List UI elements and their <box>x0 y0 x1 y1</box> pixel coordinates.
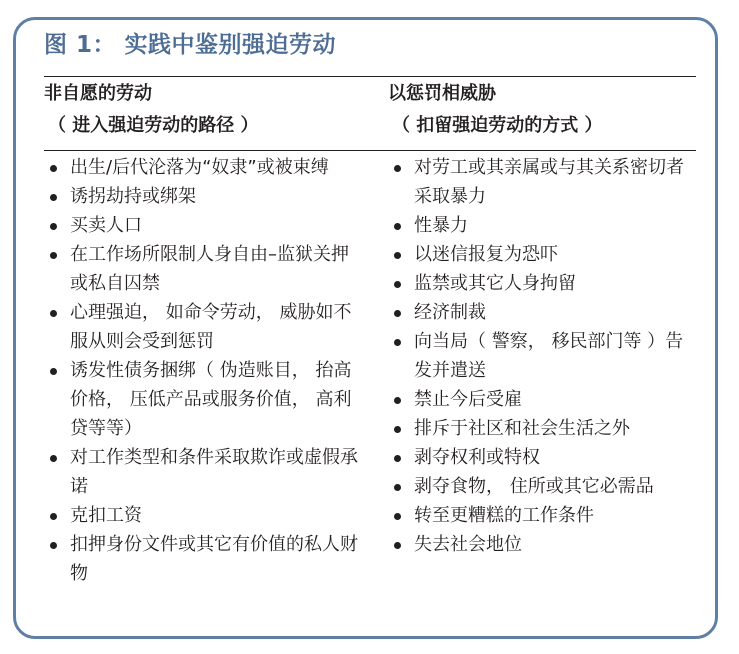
bullet-icon <box>394 339 401 346</box>
list-item <box>44 182 364 211</box>
list-item <box>388 153 688 211</box>
bullet-icon <box>50 513 57 520</box>
list-item <box>388 530 688 559</box>
bullet-icon <box>394 310 401 317</box>
left-column-subheading: （ 进入强迫劳动的路径 ） <box>48 115 259 136</box>
bullet-icon <box>394 455 401 462</box>
bullet-icon <box>50 252 57 259</box>
bullet-icon <box>50 223 57 230</box>
bullet-icon <box>394 281 401 288</box>
list-item-text: 对工作类型和条件采取欺诈或虚假承诺 <box>70 447 358 497</box>
bullet-icon <box>50 542 57 549</box>
list-item-text: 心理强迫， 如命令劳动， 威胁如不服从则会受到惩罚 <box>70 302 352 352</box>
list-item <box>44 356 364 443</box>
list-item <box>44 443 364 501</box>
list-item <box>44 298 364 356</box>
list-item <box>388 414 688 443</box>
bullet-icon <box>394 426 401 433</box>
bullet-icon <box>50 455 57 462</box>
left-column-header <box>44 78 259 142</box>
list-item-text: 剥夺权利或特权 <box>414 447 540 468</box>
list-item-text: 禁止今后受雇 <box>414 389 522 410</box>
list-item-text: 监禁或其它人身拘留 <box>414 273 576 294</box>
list-item <box>44 530 364 588</box>
list-item <box>388 327 688 385</box>
bullet-icon <box>50 165 57 172</box>
list-item <box>388 443 688 472</box>
list-item-text: 向当局（ 警察， 移民部门等 ）告发并遣送 <box>414 331 684 381</box>
list-item <box>388 385 688 414</box>
list-item-text: 剥夺食物， 住所或其它必需品 <box>414 476 654 497</box>
list-item <box>388 298 688 327</box>
bullet-icon <box>394 542 401 549</box>
figure-title: 图 1： 实践中鉴别强迫劳动 <box>44 32 337 58</box>
list-item-text: 买卖人口 <box>70 215 142 236</box>
bullet-icon <box>50 368 57 375</box>
list-item-text: 排斥于社区和社会生活之外 <box>414 418 630 439</box>
body-divider <box>44 150 696 151</box>
list-item-text: 以迷信报复为恐吓 <box>414 244 558 265</box>
list-item-text: 克扣工资 <box>70 505 142 526</box>
bullet-icon <box>394 397 401 404</box>
list-item-text: 诱发性债务捆绑（ 伪造账目， 抬高价格， 压低产品或服务价值， 高利贷等等） <box>70 360 352 439</box>
bullet-icon <box>394 252 401 259</box>
list-item-text: 经济制裁 <box>414 302 486 323</box>
list-item-text: 性暴力 <box>414 215 468 236</box>
bullet-icon <box>394 223 401 230</box>
list-item-text: 失去社会地位 <box>414 534 522 555</box>
list-item <box>388 501 688 530</box>
list-item <box>388 240 688 269</box>
list-item <box>388 211 688 240</box>
list-item <box>44 501 364 530</box>
right-column-header <box>388 78 603 142</box>
bullet-icon <box>394 513 401 520</box>
list-item-text: 诱拐劫持或绑架 <box>70 186 196 207</box>
bullet-icon <box>394 484 401 491</box>
right-column-list <box>388 153 688 559</box>
list-item-text: 在工作场所限制人身自由–监狱关押或私自囚禁 <box>70 244 349 294</box>
right-column-subheading: （ 扣留强迫劳动的方式 ） <box>392 115 603 136</box>
list-item-text: 对劳工或其亲属或与其关系密切者采取暴力 <box>414 157 684 207</box>
list-item-text: 转至更糟糕的工作条件 <box>414 505 594 526</box>
bullet-icon <box>50 310 57 317</box>
figure-box <box>13 17 718 639</box>
bullet-icon <box>394 165 401 172</box>
left-column-heading: 非自愿的劳动 <box>44 83 152 104</box>
list-item-text: 扣押身份文件或其它有价值的私人财物 <box>70 534 358 584</box>
bullet-icon <box>50 194 57 201</box>
list-item <box>44 240 364 298</box>
list-item <box>388 472 688 501</box>
header-divider <box>44 76 696 77</box>
list-item <box>44 211 364 240</box>
list-item-text: 出生/后代沦落为“奴隶”或被束缚 <box>70 157 329 178</box>
list-item <box>44 153 364 182</box>
list-item <box>388 269 688 298</box>
left-column-list <box>44 153 364 588</box>
right-column-heading: 以惩罚相威胁 <box>388 83 496 104</box>
